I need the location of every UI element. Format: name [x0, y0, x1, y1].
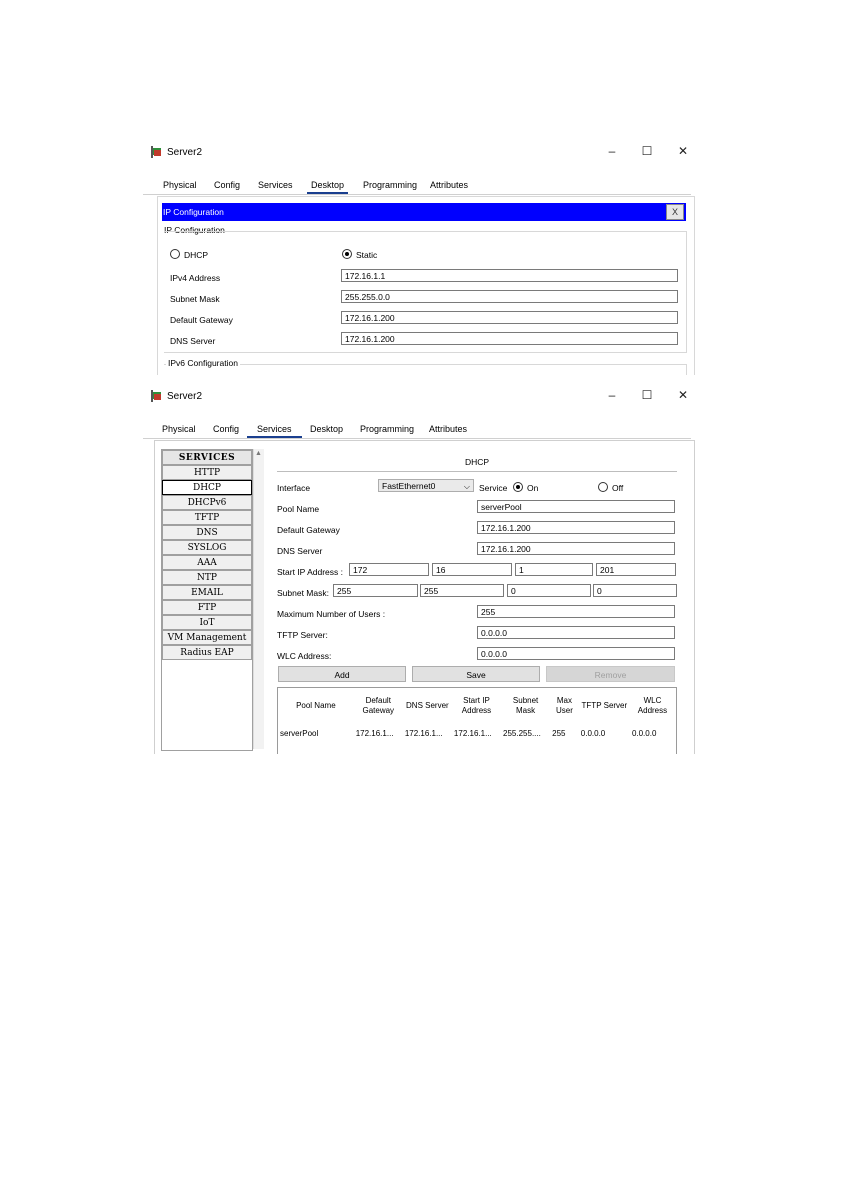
tab-desktop[interactable]: Desktop: [307, 178, 348, 195]
col-dns-server: DNS Server: [406, 701, 449, 710]
app-close-button[interactable]: X: [666, 204, 684, 220]
dhcp-label: DHCP: [184, 250, 209, 260]
dhcp-radio[interactable]: [170, 249, 180, 259]
static-radio[interactable]: [342, 249, 352, 259]
tab-attributes[interactable]: Attributes: [430, 180, 469, 190]
static-label: Static: [356, 250, 378, 260]
service-on-radio[interactable]: [513, 482, 523, 492]
subnet-mask-label: Subnet Mask: [170, 294, 220, 304]
tab-physical[interactable]: Physical: [163, 180, 197, 190]
interface-select[interactable]: [378, 479, 474, 492]
ipv4-address-input[interactable]: 172.16.1.1: [341, 269, 678, 282]
server2-window-desktop: [137, 138, 697, 375]
max-users-input[interactable]: 255: [477, 605, 675, 618]
service-aaa[interactable]: AAA: [162, 555, 252, 570]
start-ip-octet-2[interactable]: 16: [432, 563, 512, 576]
subnet-mask-label: Subnet Mask:: [277, 588, 329, 598]
default-gateway-input[interactable]: 172.16.1.200: [341, 311, 678, 324]
dns-server-label: DNS Server: [170, 336, 216, 346]
cell-start-ip: 172.16.1...: [453, 728, 492, 738]
desktop-panel: [157, 196, 695, 375]
service-label: Service: [479, 483, 508, 493]
tab-programming[interactable]: Programming: [360, 424, 415, 434]
subnet-octet-4[interactable]: 0: [593, 584, 677, 597]
pool-name-input[interactable]: serverPool: [477, 500, 675, 513]
dhcp-heading-divider: [277, 471, 677, 472]
service-syslog[interactable]: SYSLOG: [162, 540, 252, 555]
server-app-icon: [151, 146, 163, 158]
table-row[interactable]: [278, 723, 675, 743]
pools-table: [278, 689, 675, 743]
cell-tftp-server: 0.0.0.0: [580, 728, 606, 738]
service-on-label: On: [527, 483, 539, 493]
services-panel: [154, 440, 695, 754]
subnet-octet-3[interactable]: 0: [507, 584, 591, 597]
ip-configuration-app-bar: [162, 203, 686, 221]
pool-name-label: Pool Name: [277, 504, 320, 514]
service-dhcpv6[interactable]: DHCPv6: [162, 495, 252, 510]
tab-bar: [137, 178, 697, 194]
dns-server-label: DNS Server: [277, 546, 323, 556]
tftp-server-label: TFTP Server:: [277, 630, 328, 640]
col-default-gateway: Default Gateway: [362, 696, 395, 715]
add-button[interactable]: Add: [278, 666, 406, 682]
close-icon[interactable]: ✕: [677, 388, 689, 402]
services-scrollbar[interactable]: [253, 449, 264, 749]
dns-server-input[interactable]: 172.16.1.200: [477, 542, 675, 555]
interface-value: FastEthernet0: [382, 481, 436, 491]
tab-divider: [143, 438, 691, 439]
col-pool-name: Pool Name: [296, 701, 336, 710]
services-header: SERVICES: [162, 450, 252, 465]
scroll-up-icon[interactable]: ▲: [255, 450, 262, 457]
tab-desktop[interactable]: Desktop: [310, 424, 344, 434]
app-bar-title: IP Configuration: [163, 207, 224, 217]
interface-label: Interface: [277, 483, 311, 493]
server-app-icon: [151, 390, 163, 402]
start-ip-octet-3[interactable]: 1: [515, 563, 593, 576]
tab-config[interactable]: Config: [214, 180, 241, 190]
maximize-icon[interactable]: ☐: [641, 388, 653, 402]
server2-window-services: [137, 382, 697, 754]
close-icon[interactable]: ✕: [677, 144, 689, 158]
dhcp-heading: DHCP: [465, 457, 490, 467]
ipv6-config-label: IPv6 Configuration: [168, 358, 238, 368]
remove-button[interactable]: Remove: [546, 666, 675, 682]
cell-wlc-address: 0.0.0.0: [631, 728, 657, 738]
service-dhcp[interactable]: DHCP: [162, 480, 252, 495]
col-max-user: Max User: [556, 696, 573, 715]
service-tftp[interactable]: TFTP: [162, 510, 252, 525]
tab-divider: [143, 194, 691, 195]
service-dns[interactable]: DNS: [162, 525, 252, 540]
col-start-ip: Start IP Address: [461, 696, 492, 715]
cell-pool-name: serverPool: [280, 728, 319, 738]
default-gateway-input[interactable]: 172.16.1.200: [477, 521, 675, 534]
save-button[interactable]: Save: [412, 666, 540, 682]
service-email[interactable]: EMAIL: [162, 585, 252, 600]
start-ip-label: Start IP Address :: [277, 567, 343, 577]
cell-dns-server: 172.16.1...: [404, 728, 443, 738]
tab-attributes[interactable]: Attributes: [429, 424, 468, 434]
chevron-down-icon: ⌵: [463, 482, 470, 491]
tab-config[interactable]: Config: [213, 424, 240, 434]
subnet-octet-1[interactable]: 255: [333, 584, 418, 597]
tab-programming[interactable]: Programming: [363, 180, 418, 190]
service-ftp[interactable]: FTP: [162, 600, 252, 615]
ipv6-config-group: [164, 364, 687, 375]
cell-default-gateway: 172.16.1...: [355, 728, 394, 738]
window-title: Server2: [167, 147, 203, 158]
start-ip-octet-4[interactable]: 201: [596, 563, 676, 576]
title-bar[interactable]: [137, 138, 697, 166]
pools-table-header: [278, 689, 675, 723]
tab-physical[interactable]: Physical: [162, 424, 196, 434]
window-title: Server2: [167, 391, 203, 402]
default-gateway-label: Default Gateway: [170, 315, 233, 325]
ip-config-section-title: IP Configuration: [164, 225, 225, 235]
subnet-octet-2[interactable]: 255: [420, 584, 504, 597]
minimize-icon[interactable]: –: [608, 388, 616, 402]
subnet-mask-input[interactable]: 255.255.0.0: [341, 290, 678, 303]
tftp-server-input[interactable]: 0.0.0.0: [477, 626, 675, 639]
dns-server-input[interactable]: 172.16.1.200: [341, 332, 678, 345]
maximize-icon[interactable]: ☐: [641, 144, 653, 158]
services-list: [161, 449, 253, 751]
service-iot[interactable]: IoT: [162, 615, 252, 630]
service-http[interactable]: HTTP: [162, 465, 252, 480]
ipv4-label: IPv4 Address: [170, 273, 221, 283]
tab-services[interactable]: Services: [247, 422, 302, 439]
max-users-label: Maximum Number of Users :: [277, 609, 386, 619]
tab-bar: [137, 422, 697, 438]
col-tftp-server: TFTP Server: [581, 701, 628, 710]
wlc-address-input[interactable]: 0.0.0.0: [477, 647, 675, 660]
title-bar[interactable]: [137, 382, 697, 410]
service-radius-eap[interactable]: Radius EAP: [162, 645, 252, 660]
start-ip-octet-1[interactable]: 172: [349, 563, 429, 576]
col-subnet-mask: Subnet Mask: [512, 696, 539, 715]
service-vm-management[interactable]: VM Management: [162, 630, 252, 645]
cell-max-user: 255: [552, 728, 566, 738]
col-wlc-address: WLC Address: [637, 696, 668, 715]
service-off-radio[interactable]: [598, 482, 608, 492]
default-gateway-label: Default Gateway: [277, 525, 340, 535]
service-off-label: Off: [612, 483, 624, 493]
service-ntp[interactable]: NTP: [162, 570, 252, 585]
tab-services[interactable]: Services: [258, 180, 293, 190]
wlc-address-label: WLC Address:: [277, 651, 332, 661]
minimize-icon[interactable]: –: [608, 144, 616, 158]
cell-subnet-mask: 255.255....: [503, 728, 541, 738]
